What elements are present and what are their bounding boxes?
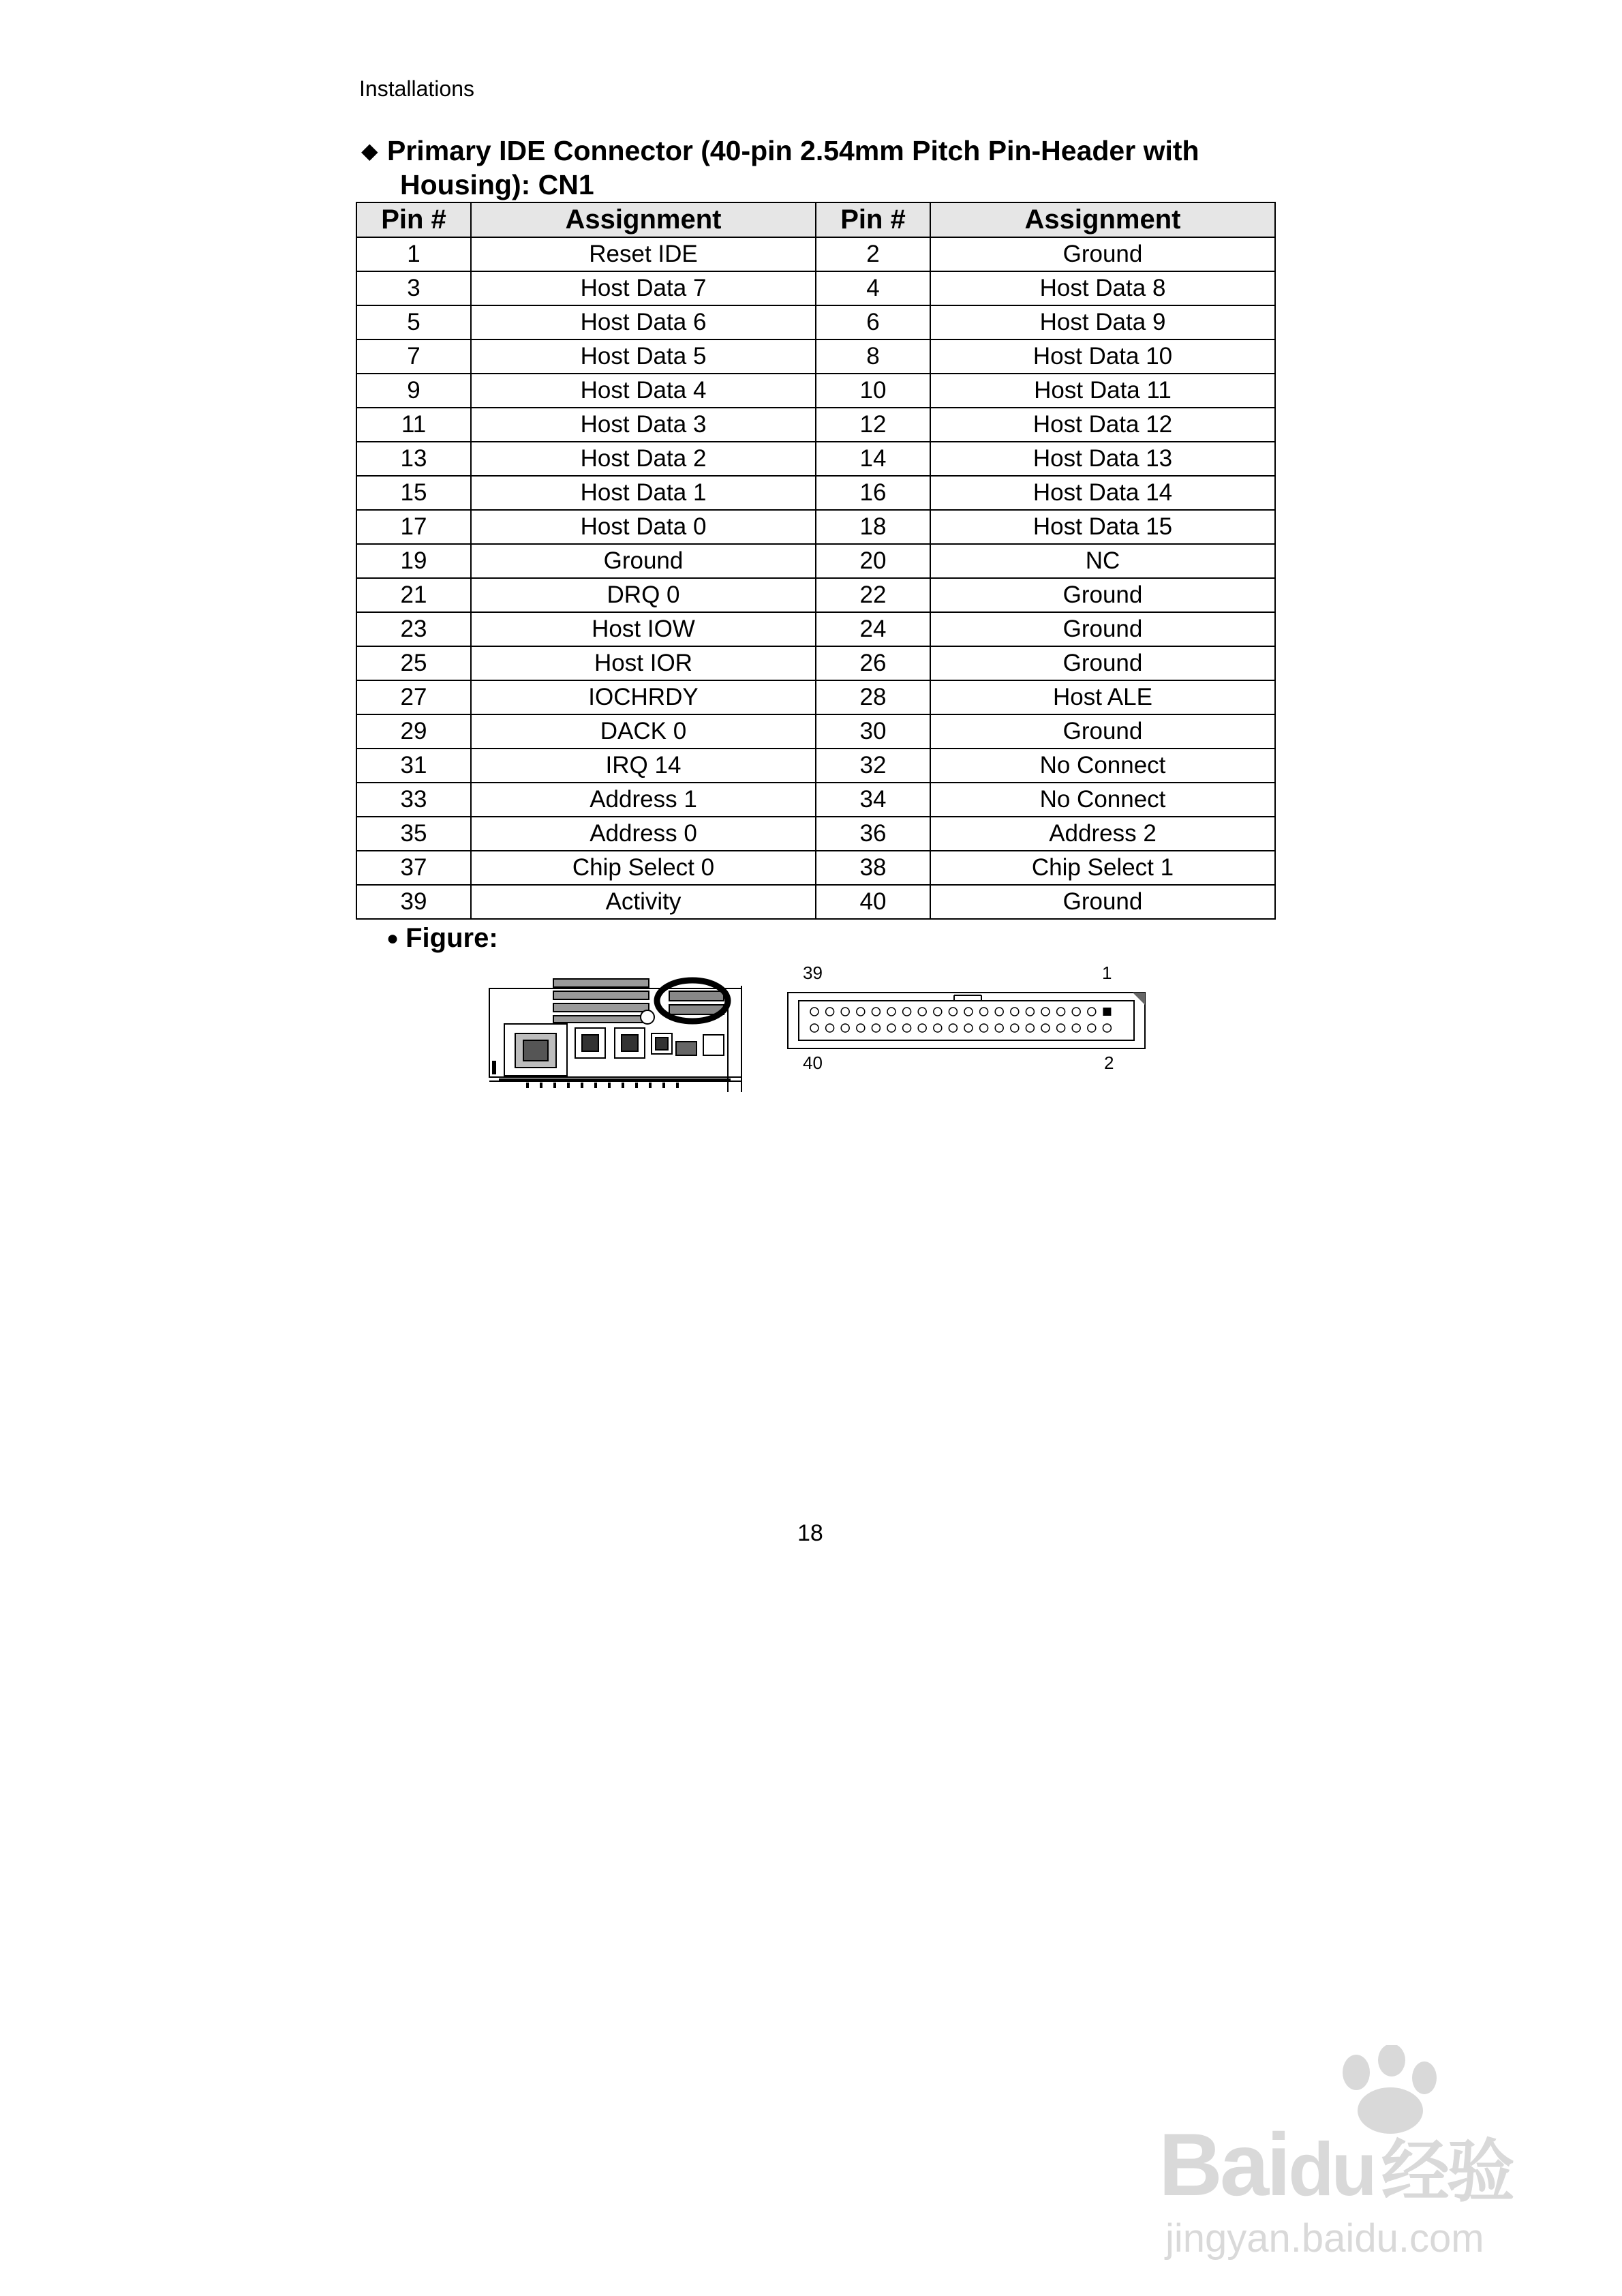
pin-number-cell: 24 (816, 612, 930, 646)
watermark-brand-du: du (1288, 2128, 1375, 2211)
pin-hole (918, 1024, 926, 1032)
table-row (356, 271, 1275, 305)
column-header-pin: Pin # (356, 202, 471, 237)
pin-hole (887, 1008, 896, 1016)
pin-number-cell: 11 (356, 408, 471, 442)
assignment-cell: Chip Select 0 (471, 851, 816, 885)
pin-number-cell: 23 (356, 612, 471, 646)
pin-number-cell: 12 (816, 408, 930, 442)
table-row (356, 476, 1275, 510)
pin-hole (934, 1008, 942, 1016)
heading-line-2: Housing): CN1 (400, 169, 594, 200)
pin-hole (934, 1024, 942, 1032)
pin-number-cell: 26 (816, 646, 930, 680)
pin-number-cell: 4 (816, 271, 930, 305)
table-row (356, 305, 1275, 339)
table-row (356, 544, 1275, 578)
pin-hole (841, 1008, 849, 1016)
assignment-cell: IRQ 14 (471, 749, 816, 783)
pin-hole (1088, 1024, 1096, 1032)
assignment-cell: Chip Select 1 (930, 851, 1275, 885)
pin-hole (887, 1024, 896, 1032)
table-row (356, 408, 1275, 442)
pin-label-2: 2 (1104, 1053, 1114, 1073)
table-header-row (356, 202, 1275, 237)
table-row (356, 680, 1275, 714)
connector-shape (784, 990, 1152, 1058)
table-row (356, 578, 1275, 612)
pin-hole (857, 1024, 865, 1032)
pin-number-cell: 36 (816, 817, 930, 851)
assignment-cell: Host IOW (471, 612, 816, 646)
pin-hole (826, 1024, 834, 1032)
pin-hole (857, 1008, 865, 1016)
pin-number-cell: 14 (816, 442, 930, 476)
assignment-cell: IOCHRDY (471, 680, 816, 714)
pin-hole (903, 1024, 911, 1032)
assignment-cell: Host ALE (930, 680, 1275, 714)
pin-number-cell: 38 (816, 851, 930, 885)
pin-hole (841, 1024, 849, 1032)
assignment-cell: Host Data 4 (471, 374, 816, 408)
pin-number-cell: 13 (356, 442, 471, 476)
column-header-assignment: Assignment (471, 202, 816, 237)
pin-hole (980, 1024, 988, 1032)
pin-number-cell: 39 (356, 885, 471, 919)
pin-number-cell: 2 (816, 237, 930, 271)
table-row (356, 714, 1275, 749)
assignment-cell: Ground (930, 714, 1275, 749)
table-row (356, 749, 1275, 783)
pin-number-cell: 28 (816, 680, 930, 714)
table-body (356, 237, 1275, 919)
assignment-cell: Reset IDE (471, 237, 816, 271)
pin-number-cell: 10 (816, 374, 930, 408)
assignment-cell: Activity (471, 885, 816, 919)
column-header-pin: Pin # (816, 202, 930, 237)
pin-hole (872, 1008, 880, 1016)
pin-number-cell: 9 (356, 374, 471, 408)
pin-hole (1057, 1008, 1065, 1016)
assignment-cell: DACK 0 (471, 714, 816, 749)
assignment-cell: Host Data 6 (471, 305, 816, 339)
watermark-brand (1159, 2113, 1512, 2216)
pin-label-1: 1 (1102, 963, 1112, 983)
pin-hole (1103, 1024, 1111, 1032)
pin-hole (964, 1008, 973, 1016)
pin-label-39: 39 (803, 963, 823, 983)
pin-number-cell: 35 (356, 817, 471, 851)
assignment-cell: Host Data 8 (930, 271, 1275, 305)
table-row (356, 817, 1275, 851)
table-row (356, 646, 1275, 680)
table-row (356, 442, 1275, 476)
section-header: Installations (359, 76, 474, 101)
pin-number-cell: 29 (356, 714, 471, 749)
pin-hole (826, 1008, 834, 1016)
pin-hole (964, 1024, 973, 1032)
assignment-cell: No Connect (930, 783, 1275, 817)
pin-number-cell: 31 (356, 749, 471, 783)
pin-hole (810, 1008, 818, 1016)
pin-number-cell: 40 (816, 885, 930, 919)
table-row (356, 885, 1275, 919)
bullet-dot-icon: ● (386, 927, 399, 950)
pin-number-cell: 17 (356, 510, 471, 544)
pin-number-cell: 5 (356, 305, 471, 339)
pin-hole (995, 1008, 1003, 1016)
pin-hole (1041, 1008, 1050, 1016)
page-number: 18 (797, 1520, 823, 1546)
pin-hole (918, 1008, 926, 1016)
pin-hole (1041, 1024, 1050, 1032)
assignment-cell: Host Data 7 (471, 271, 816, 305)
assignment-cell: No Connect (930, 749, 1275, 783)
pin-hole (1011, 1024, 1019, 1032)
pin-number-cell: 20 (816, 544, 930, 578)
assignment-cell: Ground (930, 237, 1275, 271)
pin-number-cell: 21 (356, 578, 471, 612)
assignment-cell: DRQ 0 (471, 578, 816, 612)
pin-hole (1011, 1008, 1019, 1016)
assignment-cell: Host Data 12 (930, 408, 1275, 442)
diamond-bullet-icon: ◆ (361, 138, 378, 163)
column-header-assignment: Assignment (930, 202, 1275, 237)
pin-hole (810, 1024, 818, 1032)
pin-hole (949, 1024, 957, 1032)
baidu-jingyan-watermark (1159, 2045, 1567, 2261)
watermark-url: jingyan.baidu.com (1165, 2216, 1484, 2261)
pin-hole (1072, 1024, 1080, 1032)
table-row (356, 783, 1275, 817)
motherboard-illustration (485, 958, 751, 1095)
pin-hole (1057, 1024, 1065, 1032)
pin-number-cell: 3 (356, 271, 471, 305)
assignment-cell: Host Data 1 (471, 476, 816, 510)
assignment-cell: Host Data 9 (930, 305, 1275, 339)
pin-hole (872, 1024, 880, 1032)
figure-label (386, 923, 498, 954)
pin-hole (903, 1008, 911, 1016)
table-row (356, 851, 1275, 885)
pin-number-cell: 32 (816, 749, 930, 783)
pin-assignment-table (356, 202, 1276, 920)
table-row (356, 510, 1275, 544)
table-row (356, 612, 1275, 646)
assignment-cell: Address 0 (471, 817, 816, 851)
assignment-cell: Ground (471, 544, 816, 578)
assignment-cell: Host Data 10 (930, 339, 1275, 374)
assignment-cell: Host Data 3 (471, 408, 816, 442)
pin-number-cell: 6 (816, 305, 930, 339)
pin-number-cell: 16 (816, 476, 930, 510)
pin-number-cell: 18 (816, 510, 930, 544)
assignment-cell: Address 1 (471, 783, 816, 817)
assignment-cell: Ground (930, 646, 1275, 680)
pin-number-cell: 25 (356, 646, 471, 680)
assignment-cell: Address 2 (930, 817, 1275, 851)
pin-hole (1072, 1008, 1080, 1016)
assignment-cell: Ground (930, 578, 1275, 612)
pin-number-cell: 30 (816, 714, 930, 749)
assignment-cell: Host Data 14 (930, 476, 1275, 510)
table-row (356, 339, 1275, 374)
pin-number-cell: 34 (816, 783, 930, 817)
pin-hole (1026, 1024, 1034, 1032)
pin-label-40: 40 (803, 1053, 823, 1073)
pin-hole (995, 1024, 1003, 1032)
connector-pin-diagram (784, 963, 1152, 1072)
pin-hole (949, 1008, 957, 1016)
pin-number-cell: 7 (356, 339, 471, 374)
table-row (356, 237, 1275, 271)
assignment-cell: Ground (930, 885, 1275, 919)
assignment-cell: Host Data 0 (471, 510, 816, 544)
figure-label-text: Figure: (406, 923, 498, 953)
pin-hole (980, 1008, 988, 1016)
heading-line-1: Primary IDE Connector (40-pin 2.54mm Pitch Pin-Header with (387, 135, 1199, 166)
pin-number-cell: 27 (356, 680, 471, 714)
pin-number-cell: 22 (816, 578, 930, 612)
pin-number-cell: 33 (356, 783, 471, 817)
pin-hole (1026, 1008, 1034, 1016)
watermark-brand-bai: Bai (1159, 2115, 1289, 2214)
assignment-cell: Host Data 13 (930, 442, 1275, 476)
pin-hole (1088, 1008, 1096, 1016)
assignment-cell: Host Data 15 (930, 510, 1275, 544)
table-row (356, 374, 1275, 408)
pin-number-cell: 19 (356, 544, 471, 578)
pin-number-cell: 15 (356, 476, 471, 510)
assignment-cell: Host Data 2 (471, 442, 816, 476)
watermark-brand-cn: 经验 (1381, 2134, 1512, 2210)
assignment-cell: Host Data 11 (930, 374, 1275, 408)
assignment-cell: Host Data 5 (471, 339, 816, 374)
pin-number-cell: 37 (356, 851, 471, 885)
assignment-cell: Host IOR (471, 646, 816, 680)
pin-number-cell: 1 (356, 237, 471, 271)
assignment-cell: NC (930, 544, 1275, 578)
pin-number-cell: 8 (816, 339, 930, 374)
pin-1-marker (1103, 1008, 1111, 1016)
assignment-cell: Ground (930, 612, 1275, 646)
